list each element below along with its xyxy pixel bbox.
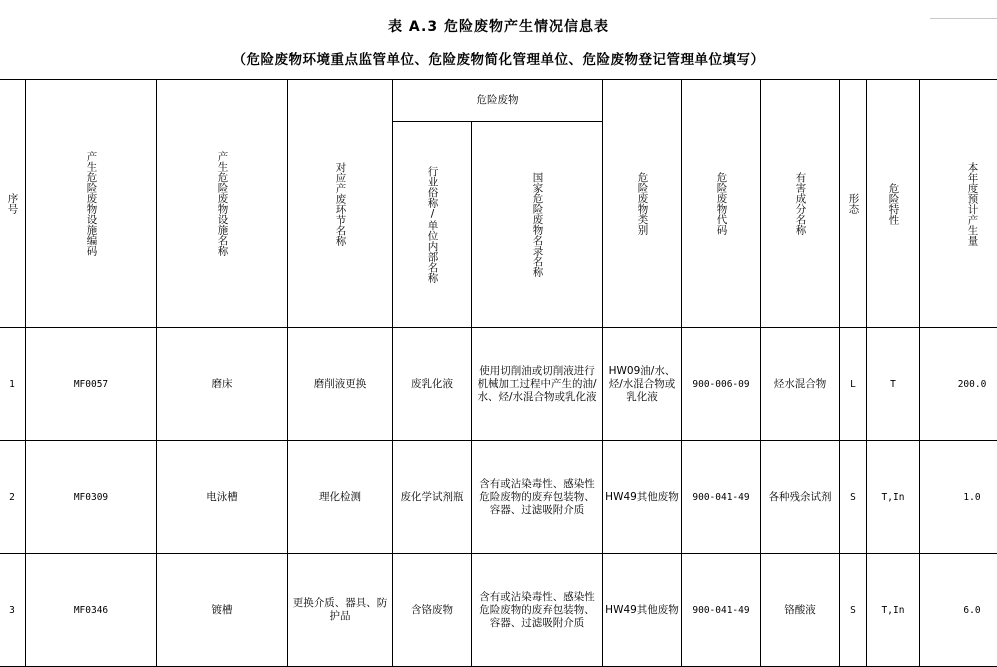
cell-facility-name: 镀槽	[157, 554, 288, 667]
cell-seq: 2	[0, 441, 26, 554]
cell-waste-code: 900-041-49	[682, 554, 761, 667]
cell-harmful-component: 烃水混合物	[761, 328, 840, 441]
cell-national-name: 含有或沾染毒性、感染性危险废物的废弃包装物、容器、过滤吸附介质	[472, 441, 603, 554]
cell-waste-category: HW09油/水、烃/水混合物或乳化液	[603, 328, 682, 441]
col-header-industry-name: 行业俗称/单位内部名称	[393, 122, 472, 328]
col-header-harmful-component: 有害成分名称	[761, 80, 840, 328]
cell-facility-name: 磨床	[157, 328, 288, 441]
cell-facility-name: 电泳槽	[157, 441, 288, 554]
cell-facility-code: MF0057	[26, 328, 157, 441]
cell-form: S	[840, 441, 867, 554]
cell-national-name: 使用切削油或切削液进行机械加工过程中产生的油/水、烃/水混合物或乳化液	[472, 328, 603, 441]
table-row	[0, 441, 997, 554]
cell-waste-code: 900-041-49	[682, 441, 761, 554]
cell-hazard-property: T,In	[867, 554, 920, 667]
col-header-form: 形态	[840, 80, 867, 328]
header-row-1	[0, 80, 997, 122]
col-header-hazard-property: 危险特性	[867, 80, 920, 328]
cell-process: 更换介质、器具、防护品	[288, 554, 393, 667]
cell-process: 磨削液更换	[288, 328, 393, 441]
col-header-national-name: 国家危险废物名录名称	[472, 122, 603, 328]
table-title: 表 A.3 危险废物产生情况信息表	[0, 16, 997, 36]
table-row	[0, 554, 997, 667]
col-header-waste-code: 危险废物代码	[682, 80, 761, 328]
col-header-facility-name: 产生危险废物设施名称	[157, 80, 288, 328]
cell-seq: 3	[0, 554, 26, 667]
cell-waste-category: HW49其他废物	[603, 554, 682, 667]
col-header-annual-amount: 本年度预计产生量	[920, 80, 997, 328]
cell-annual-amount: 1.0	[920, 441, 997, 554]
cell-hazard-property: T	[867, 328, 920, 441]
cell-facility-code: MF0309	[26, 441, 157, 554]
col-header-process: 对应产废环节名称	[288, 80, 393, 328]
cell-process: 理化检测	[288, 441, 393, 554]
table-row	[0, 328, 997, 441]
cell-industry-name: 废化学试剂瓶	[393, 441, 472, 554]
cell-waste-code: 900-006-09	[682, 328, 761, 441]
cell-harmful-component: 各种残余试剂	[761, 441, 840, 554]
hazardous-waste-table	[0, 79, 997, 667]
cell-facility-code: MF0346	[26, 554, 157, 667]
table-subtitle: （危险废物环境重点监管单位、危险废物简化管理单位、危险废物登记管理单位填写）	[0, 48, 997, 68]
cell-form: L	[840, 328, 867, 441]
cell-annual-amount: 200.0	[920, 328, 997, 441]
cell-industry-name: 含铬废物	[393, 554, 472, 667]
cell-annual-amount: 6.0	[920, 554, 997, 667]
cell-harmful-component: 铬酸液	[761, 554, 840, 667]
cell-seq: 1	[0, 328, 26, 441]
cell-industry-name: 废乳化液	[393, 328, 472, 441]
col-header-seq: 序号	[0, 80, 26, 328]
cell-hazard-property: T,In	[867, 441, 920, 554]
cell-waste-category: HW49其他废物	[603, 441, 682, 554]
cell-national-name: 含有或沾染毒性、感染性危险废物的废弃包装物、容器、过滤吸附介质	[472, 554, 603, 667]
col-header-facility-code: 产生危险废物设施编码	[26, 80, 157, 328]
col-header-waste-category: 危险废物类别	[603, 80, 682, 328]
group-header-hazardous-waste: 危险废物	[393, 80, 603, 122]
cell-form: S	[840, 554, 867, 667]
